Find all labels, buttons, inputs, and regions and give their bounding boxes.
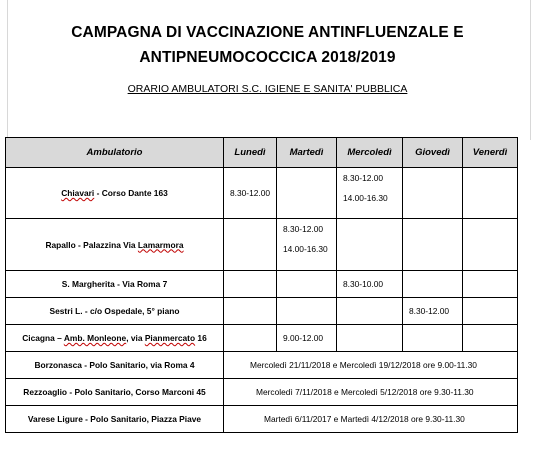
row-ambulatorio: Sestri L. - c/o Ospedale, 5° piano xyxy=(6,298,224,325)
row-ambulatorio xyxy=(6,168,224,219)
col-header-giovedi: Giovedì xyxy=(403,138,463,168)
col-header-lunedi: Lunedì xyxy=(224,138,277,168)
cell-lunedi xyxy=(224,298,277,325)
row-ambulatorio: Rezzoaglio - Polo Sanitario, Corso Marconi 45 xyxy=(6,379,224,406)
col-header-venerdi: Venerdì xyxy=(463,138,518,168)
cell-venerdi xyxy=(463,271,518,298)
cell-venerdi xyxy=(463,298,518,325)
ambulatorio-address: - Corso Dante 163 xyxy=(94,188,168,198)
time-slot: 8.30-10.00 xyxy=(343,279,384,289)
row-ambulatorio: S. Margherita - Via Roma 7 xyxy=(6,271,224,298)
cell-martedi xyxy=(277,271,337,298)
cell-martedi xyxy=(277,325,337,352)
row-ambulatorio: Borzonasca - Polo Sanitario, via Roma 4 xyxy=(6,352,224,379)
table-row xyxy=(6,219,518,271)
cell-lunedi xyxy=(224,325,277,352)
page-edge-right xyxy=(530,0,531,140)
table-row xyxy=(6,271,518,298)
table-row xyxy=(6,298,518,325)
ambulatorio-sep: , via xyxy=(126,333,145,343)
ambulatorio-number: 16 xyxy=(195,333,207,343)
cell-lunedi xyxy=(224,168,277,219)
table-row xyxy=(6,379,518,406)
document-subtitle: ORARIO AMBULATORI S.C. IGIENE E SANITA' PUBBLICA xyxy=(127,83,408,95)
cell-mercoledi xyxy=(337,298,403,325)
row-ambulatorio xyxy=(6,325,224,352)
document-title-line2: ANTIPNEUMOCOCCICA 2018/2019 xyxy=(139,49,396,66)
cell-martedi xyxy=(277,219,337,271)
col-header-ambulatorio: Ambulatorio xyxy=(6,138,224,168)
cell-lunedi xyxy=(224,271,277,298)
ambulatorio-street: Pianmercato xyxy=(144,333,196,343)
table-row xyxy=(6,406,518,433)
ambulatorio-address: Lamarmora xyxy=(137,239,184,250)
time-slot: 8.30-12.00 xyxy=(409,306,450,316)
time-slot: 8.30-12.00 xyxy=(283,224,324,234)
col-header-mercoledi: Mercoledì xyxy=(337,138,403,168)
document-title-line1: CAMPAGNA DI VACCINAZIONE ANTINFLUENZALE E xyxy=(71,24,464,41)
cell-giovedi xyxy=(403,271,463,298)
page-edge-left xyxy=(7,0,8,140)
cell-mercoledi xyxy=(337,271,403,298)
table-header-row xyxy=(6,138,518,168)
table-row xyxy=(6,168,518,219)
ambulatorio-facility: Amb. Monleone xyxy=(63,333,127,343)
ambulatorio-name: Cicagna – xyxy=(22,333,64,343)
schedule-note: Martedì 6/11/2017 e Martedì 4/12/2018 ore 9.30-11.30 xyxy=(224,406,518,433)
cell-mercoledi xyxy=(337,219,403,271)
time-slot: 8.30-12.00 xyxy=(230,188,271,198)
time-slot: 8.30-12.00 xyxy=(343,173,384,183)
cell-giovedi xyxy=(403,219,463,271)
ambulatorio-name: Rapallo - Palazzina Via xyxy=(45,239,138,250)
ambulatorio-name: Chiavari xyxy=(61,188,95,198)
cell-giovedi xyxy=(403,168,463,219)
row-ambulatorio: Varese Ligure - Polo Sanitario, Piazza Piave xyxy=(6,406,224,433)
schedule-table xyxy=(5,137,518,433)
cell-venerdi xyxy=(463,168,518,219)
col-header-martedi: Martedì xyxy=(277,138,337,168)
time-slot: 14.00-16.30 xyxy=(343,193,388,203)
row-ambulatorio xyxy=(6,219,224,271)
cell-mercoledi xyxy=(337,325,403,352)
cell-venerdi xyxy=(463,219,518,271)
table-row xyxy=(6,352,518,379)
schedule-note: Mercoledì 21/11/2018 e Mercoledì 19/12/2018 ore 9.00-11.30 xyxy=(224,352,518,379)
cell-martedi xyxy=(277,298,337,325)
cell-mercoledi xyxy=(337,168,403,219)
time-slot: 9.00-12.00 xyxy=(283,333,324,343)
table-row xyxy=(6,325,518,352)
cell-giovedi xyxy=(403,298,463,325)
cell-martedi xyxy=(277,168,337,219)
cell-giovedi xyxy=(403,325,463,352)
time-slot: 14.00-16.30 xyxy=(283,244,328,254)
schedule-note: Mercoledì 7/11/2018 e Mercoledì 5/12/2018 ore 9.30-11.30 xyxy=(224,379,518,406)
cell-lunedi xyxy=(224,219,277,271)
cell-venerdi xyxy=(463,325,518,352)
